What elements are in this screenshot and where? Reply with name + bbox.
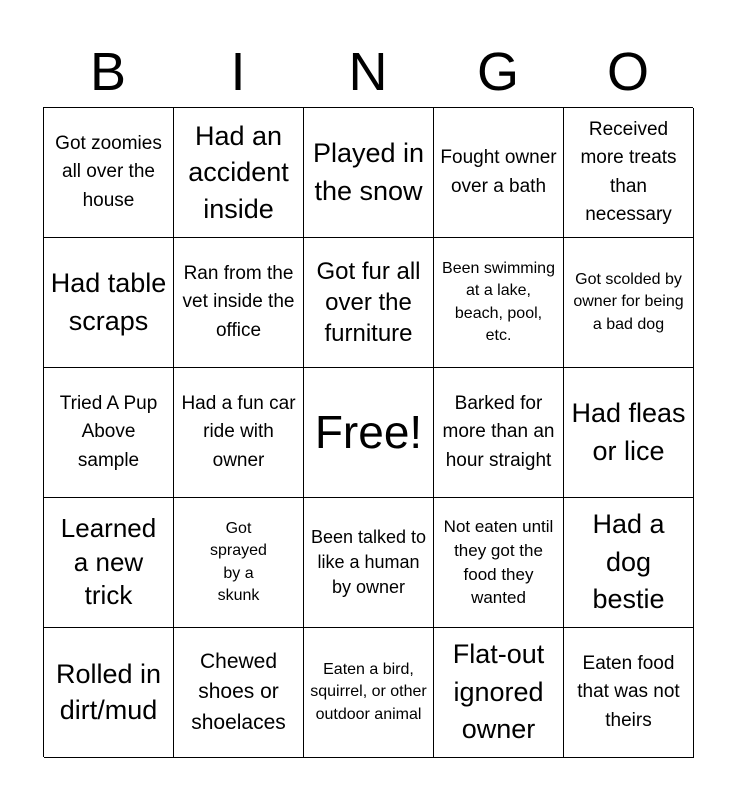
- bingo-cell-text: Rolled in dirt/mud: [55, 659, 162, 725]
- bingo-cell-text: Got scolded by owner for being a bad dog: [573, 270, 684, 333]
- bingo-cell[interactable]: [564, 368, 694, 498]
- bingo-cell[interactable]: [44, 108, 174, 238]
- bingo-cell-text: Had a fun car ride with owner: [181, 392, 296, 471]
- bingo-cell-text: Got sprayed by a skunk: [210, 519, 267, 604]
- header-letter-n: N: [348, 42, 388, 102]
- bingo-cell-text: Tried A Pup Above sample: [59, 392, 158, 471]
- bingo-cell-text: Got zoomies all over the house: [55, 132, 162, 211]
- free-space[interactable]: [304, 368, 434, 498]
- bingo-cell-text: Got fur all over the furniture: [316, 257, 421, 348]
- bingo-cell[interactable]: [44, 368, 174, 498]
- bingo-cell-text: Chewed shoes or shoelaces: [191, 649, 286, 734]
- header-letter-b: B: [89, 42, 127, 102]
- bingo-cell[interactable]: [304, 498, 434, 628]
- bingo-cell[interactable]: [564, 108, 694, 238]
- bingo-cell-text: Ran from the vet inside the office: [182, 262, 295, 341]
- header-letter-o: O: [606, 42, 649, 102]
- header-letter-g: G: [476, 42, 519, 102]
- bingo-cell[interactable]: [304, 238, 434, 368]
- bingo-cell-text: Been talked to like a human by owner: [310, 526, 427, 598]
- bingo-cell[interactable]: [434, 238, 564, 368]
- bingo-header: [43, 38, 693, 106]
- bingo-cell-text: Eaten a bird, squirrel, or other outdoor animal: [310, 660, 427, 723]
- bingo-board: [43, 107, 693, 757]
- bingo-cell-text: Had a dog bestie: [592, 508, 665, 615]
- free-space-text: Free!: [314, 405, 423, 458]
- header-letter-i: I: [230, 42, 246, 102]
- bingo-cell[interactable]: [564, 238, 694, 368]
- bingo-cell-text: Played in the snow: [312, 137, 425, 206]
- bingo-cell[interactable]: [434, 108, 564, 238]
- bingo-cell[interactable]: [304, 108, 434, 238]
- bingo-cell[interactable]: [174, 628, 304, 758]
- bingo-cell[interactable]: [174, 238, 304, 368]
- bingo-cell[interactable]: [304, 628, 434, 758]
- bingo-cell[interactable]: [434, 628, 564, 758]
- bingo-cell-text: Had table scraps: [50, 267, 167, 336]
- bingo-cell[interactable]: [44, 238, 174, 368]
- bingo-cell-text: Eaten food that was not theirs: [577, 652, 680, 731]
- bingo-cell-text: Learned a new trick: [60, 512, 157, 611]
- bingo-cell[interactable]: [174, 498, 304, 628]
- bingo-cell[interactable]: [174, 368, 304, 498]
- bingo-cell-text: Been swimming at a lake, beach, pool, etc.: [442, 259, 555, 344]
- bingo-cell[interactable]: [434, 498, 564, 628]
- bingo-cell-text: Fought owner over a bath: [440, 147, 557, 197]
- bingo-cell-text: Barked for more than an hour straight: [442, 392, 555, 471]
- bingo-cell[interactable]: [434, 368, 564, 498]
- bingo-cell-text: Flat-out ignored owner: [452, 638, 545, 745]
- bingo-cell-text: Had fleas or lice: [571, 397, 686, 466]
- bingo-cell-text: Had an accident inside: [188, 120, 289, 224]
- bingo-cell[interactable]: [174, 108, 304, 238]
- bingo-cell-text: Received more treats than necessary: [580, 118, 677, 225]
- bingo-cell[interactable]: [44, 498, 174, 628]
- bingo-cell[interactable]: [44, 628, 174, 758]
- bingo-cell[interactable]: [564, 498, 694, 628]
- bingo-cell-text: Not eaten until they got the food they wanted: [443, 516, 554, 608]
- bingo-cell[interactable]: [564, 628, 694, 758]
